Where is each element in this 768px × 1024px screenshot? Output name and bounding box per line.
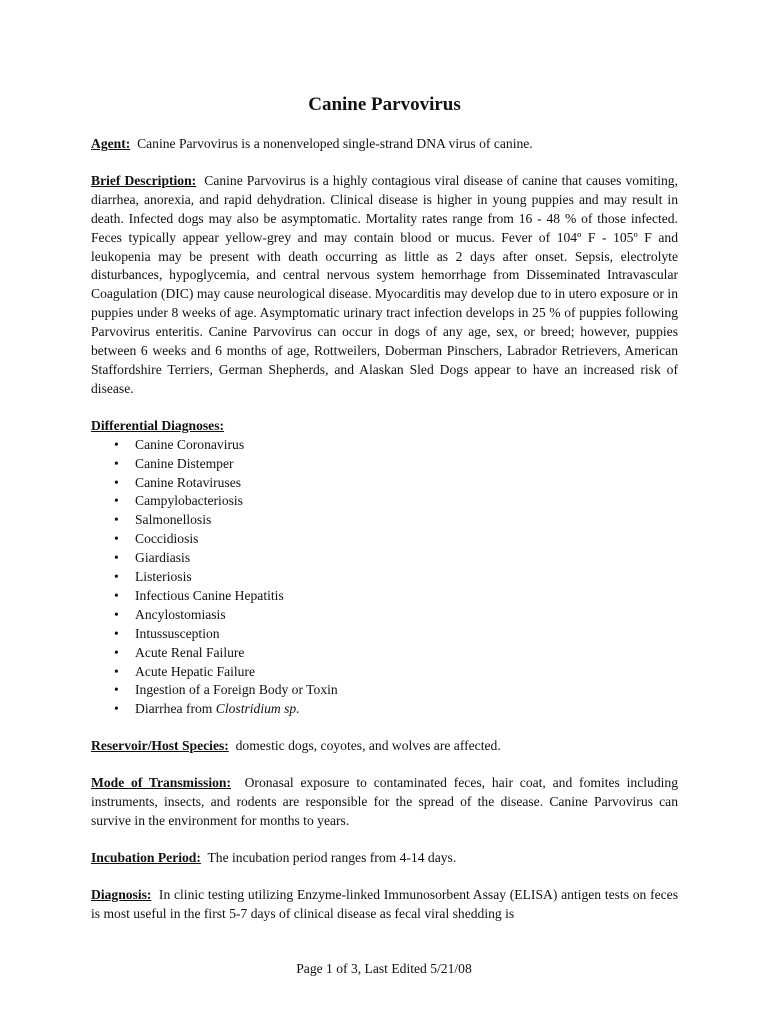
diagnosis-label: Diagnosis:	[91, 886, 152, 902]
list-item: • Campylobacteriosis	[91, 492, 678, 511]
reservoir-label: Reservoir/Host Species:	[91, 738, 229, 754]
mode-of-transmission-label: Mode of Transmission:	[91, 775, 231, 791]
list-item: • Intussusception	[91, 625, 678, 644]
differential-diagnoses-heading	[91, 417, 678, 436]
list-item: • Ingestion of a Foreign Body or Toxin	[91, 681, 678, 700]
incubation-period-label: Incubation Period:	[91, 849, 201, 865]
agent-text: Canine Parvovirus is a nonenveloped single-strand DNA virus of canine.	[137, 136, 533, 151]
list-item: • Acute Renal Failure	[91, 644, 678, 663]
bullet-icon: •	[114, 531, 119, 547]
list-item: • Giardiasis	[91, 549, 678, 568]
brief-description-text: Canine Parvovirus is a highly contagious viral disease of canine that causes vomiting, diarrhea, anorexia, and rapid dehydration. Clinical disease is higher in young puppies and may result in death. Infected dogs may also be asymptomatic. Mortality rates range from 16 - 48 % of those infected. Feces typically appear yellow-grey and may contain blood or mucus. Fever of 104º F - 105º F and leukopenia may be present with death occurring as little as 2 days after onset. Sepsis, electrolyte disturbances, hypoglycemia, and central nervous system hemorrhage from Disseminated Intravascular Coagulation (DIC) may cause neurological disease. Myocarditis may develop due to in utero exposure or in puppies under 8 weeks of age. Asymptomatic urinary tract infection develops in 25 % of puppies following Parvovirus enteritis. Canine Parvovirus can occur in dogs of any age, sex, or breed; however, puppies between 6 weeks and 6 months of age, Rottweilers, Doberman Pinschers, Labrador Retrievers, American Staffordshire Terriers, German Shepherds, and Alaskan Sled Dogs appear to have an increased risk of disease.	[91, 172, 678, 396]
list-item: • Diarrhea from Clostridium sp.	[91, 700, 678, 719]
clostridium-italic: Clostridium sp.	[215, 701, 300, 717]
document-page	[91, 92, 678, 942]
agent-label: Agent:	[91, 136, 131, 151]
bullet-icon: •	[114, 606, 119, 622]
bullet-icon: •	[114, 625, 119, 641]
bullet-icon: •	[114, 550, 119, 566]
list-item: • Infectious Canine Hepatitis	[91, 587, 678, 606]
bullet-icon: •	[114, 474, 119, 490]
reservoir-text: domestic dogs, coyotes, and wolves are affected.	[235, 738, 501, 754]
differential-diagnoses-label: Differential Diagnoses:	[91, 417, 225, 433]
bullet-icon: •	[114, 701, 119, 717]
bullet-icon: •	[114, 493, 119, 509]
incubation-period-text: The incubation period ranges from 4-14 days.	[207, 849, 457, 865]
list-item: • Listeriosis	[91, 568, 678, 587]
list-item: • Canine Coronavirus	[91, 436, 678, 455]
list-item: • Canine Rotaviruses	[91, 474, 678, 493]
mode-of-transmission-text: Oronasal exposure to contaminated feces, hair coat, and fomites including instruments, insects, and rodents are responsible for the spread of the disease. Canine Parvovirus can survive in the environment for months to years.	[91, 775, 678, 828]
bullet-icon: •	[114, 569, 119, 585]
bullet-icon: •	[114, 644, 119, 660]
diagnosis-text: In clinic testing utilizing Enzyme-linked Immunosorbent Assay (ELISA) antigen tests on feces is most useful in the first 5-7 days of clinical disease as fecal viral shedding is	[91, 886, 678, 921]
brief-description-label: Brief Description:	[91, 172, 197, 188]
list-item: • Ancylostomiasis	[91, 606, 678, 625]
diagnosis-section	[91, 886, 678, 924]
page-title: Canine Parvovirus	[308, 94, 461, 115]
reservoir-section	[91, 737, 678, 756]
bullet-icon: •	[114, 663, 119, 679]
bullet-icon: •	[114, 436, 119, 452]
bullet-icon: •	[114, 512, 119, 528]
differential-diagnoses-list	[91, 436, 678, 720]
brief-description-section	[91, 172, 678, 399]
list-item: • Acute Hepatic Failure	[91, 663, 678, 682]
incubation-period-section	[91, 849, 678, 868]
list-item: • Canine Distemper	[91, 455, 678, 474]
page-footer: Page 1 of 3, Last Edited 5/21/08	[296, 961, 472, 976]
list-item: • Coccidiosis	[91, 530, 678, 549]
bullet-icon: •	[114, 587, 119, 603]
list-item: • Salmonellosis	[91, 511, 678, 530]
agent-section	[91, 135, 678, 154]
mode-of-transmission-section	[91, 774, 678, 831]
bullet-icon: •	[114, 682, 119, 698]
bullet-icon: •	[114, 455, 119, 471]
